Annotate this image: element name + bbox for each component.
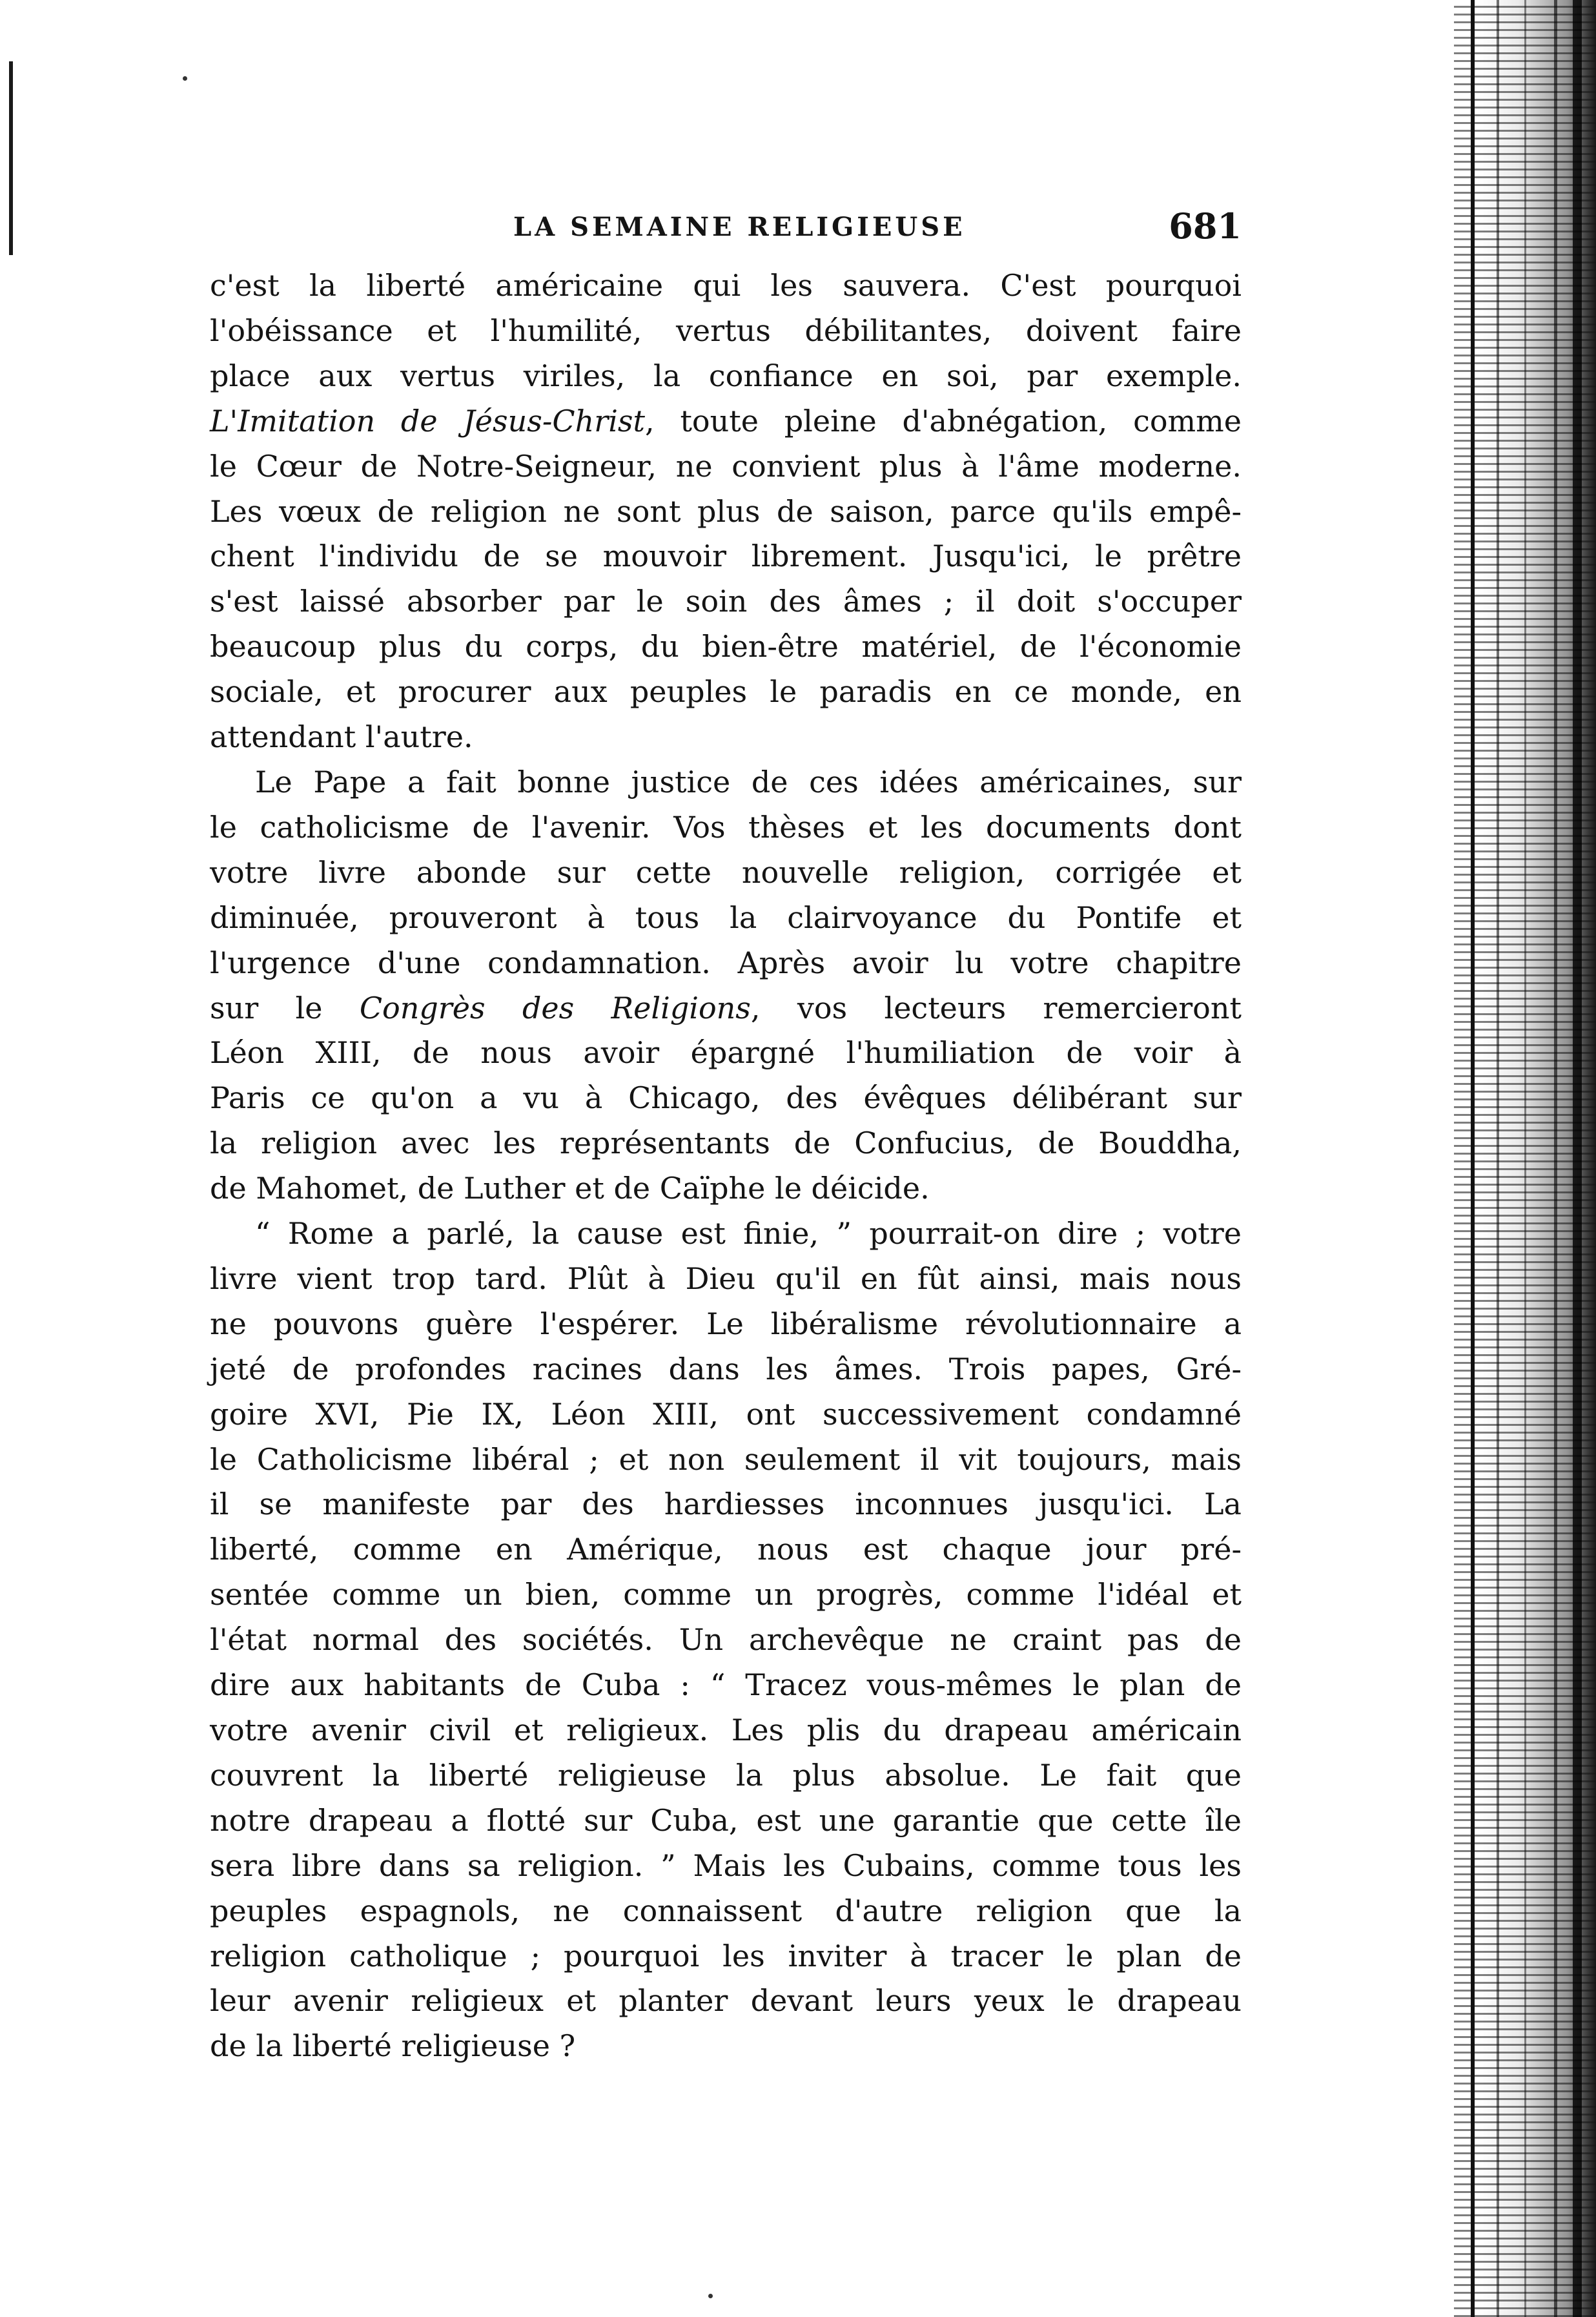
text-line: chent l'individu de se mouvoir librement. Jusqu'ici, le prêtre xyxy=(210,539,1242,574)
text-line: leur avenir religieux et planter devant leurs yeux le drapeau xyxy=(210,1983,1242,2019)
text-line: Les vœux de religion ne sont plus de saison, parce qu'ils empê- xyxy=(210,493,1242,529)
text-line: le Catholicisme libéral ; et non seulement il vit toujours, mais xyxy=(210,1441,1242,1477)
binding-shadow xyxy=(1497,0,1499,2317)
binding-shadow xyxy=(1554,0,1557,2317)
text-line: le Cœur de Notre-Seigneur, ne convient plus à l'âme moderne. xyxy=(210,448,1242,484)
text-line: l'état normal des sociétés. Un archevêque ne craint pas de xyxy=(210,1622,1242,1658)
binding-shadow xyxy=(1471,0,1475,2317)
text-line: notre drapeau a flotté sur Cuba, est une garantie que cette île xyxy=(210,1802,1242,1838)
text-line: Le Pape a fait bonne justice de ces idées américaines, sur xyxy=(255,764,1242,799)
text-line: beaucoup plus du corps, du bien-être matériel, de l'économie xyxy=(210,629,1242,664)
text-line: couvrent la liberté religieuse la plus absolue. Le fait que xyxy=(210,1757,1242,1793)
text-line: livre vient trop tard. Plût à Dieu qu'il en fût ainsi, mais nous xyxy=(210,1261,1242,1296)
text-line: la religion avec les représentants de Confucius, de Bouddha, xyxy=(210,1126,1242,1161)
text-line: place aux vertus viriles, la confiance en soi, par exemple. xyxy=(210,358,1242,393)
text-line: il se manifeste par des hardiesses inconnues jusqu'ici. La xyxy=(210,1487,1242,1522)
text-line: L'Imitation de Jésus-Christ, toute pleine d'abnégation, comme xyxy=(210,403,1242,438)
text-line: votre avenir civil et religieux. Les plis du drapeau américain xyxy=(210,1713,1242,1747)
text-line: c'est la liberté américaine qui les sauvera. C'est pourquoi xyxy=(210,268,1242,303)
text-line: diminuée, prouveront à tous la clairvoyance du Pontife et xyxy=(210,900,1242,935)
text-line: “ Rome a parlé, la cause est finie, ” pourrait-on dire ; votre xyxy=(255,1216,1242,1251)
text-line: peuples espagnols, ne connaissent d'autre religion que la xyxy=(210,1893,1242,1928)
text-line: Léon XIII, de nous avoir épargné l'humiliation de voir à xyxy=(210,1035,1242,1071)
margin-rule xyxy=(9,61,13,255)
text-line: liberté, comme en Amérique, nous est chaque jour pré- xyxy=(210,1532,1242,1567)
binding-shadow xyxy=(1524,0,1526,2317)
text-line: sera libre dans sa religion. ” Mais les Cubains, comme tous les xyxy=(210,1848,1242,1883)
text-line: s'est laissé absorber par le soin des âmes ; il doit s'occuper xyxy=(210,584,1242,619)
text-line: sentée comme un bien, comme un progrès, comme l'idéal et xyxy=(210,1577,1242,1612)
text-line: l'urgence d'une condamnation. Après avoir lu votre chapitre xyxy=(210,945,1242,980)
running-head: LA SEMAINE RELIGIEUSE xyxy=(513,212,966,242)
text-line: sur le Congrès des Religions, vos lecteurs remercieront xyxy=(210,990,1242,1025)
body-text xyxy=(210,263,1242,2069)
print-speck xyxy=(708,2294,713,2298)
binding-shadow xyxy=(1573,0,1582,2317)
text-line: votre livre abonde sur cette nouvelle religion, corrigée et xyxy=(210,854,1242,890)
print-speck xyxy=(183,76,187,81)
paragraph xyxy=(210,1211,1242,2069)
text-line: le catholicisme de l'avenir. Vos thèses et les documents dont xyxy=(210,809,1242,845)
text-line: de Mahomet, de Luther et de Caïphe le déicide. xyxy=(210,1171,930,1206)
text-line: attendant l'autre. xyxy=(210,719,473,755)
page-header xyxy=(210,205,1242,251)
paragraph xyxy=(210,760,1242,1211)
text-line: sociale, et procurer aux peuples le paradis en ce monde, en xyxy=(210,674,1242,710)
text-line: l'obéissance et l'humilité, vertus débilitantes, doivent faire xyxy=(210,313,1242,348)
text-line: ne pouvons guère l'espérer. Le libéralisme révolutionnaire a xyxy=(210,1306,1242,1341)
text-line: Paris ce qu'on a vu à Chicago, des évêques délibérant sur xyxy=(210,1080,1242,1116)
text-line: goire XVI, Pie IX, Léon XIII, ont successivement condamné xyxy=(210,1396,1242,1432)
text-line: jeté de profondes racines dans les âmes. Trois papes, Gré- xyxy=(210,1351,1242,1386)
paragraph xyxy=(210,263,1242,760)
text-line: religion catholique ; pourquoi les inviter à tracer le plan de xyxy=(210,1938,1242,1973)
page-number: 681 xyxy=(1169,205,1242,247)
text-line: de la liberté religieuse ? xyxy=(210,2028,576,2064)
text-line: dire aux habitants de Cuba : “ Tracez vous-mêmes le plan de xyxy=(210,1667,1242,1703)
